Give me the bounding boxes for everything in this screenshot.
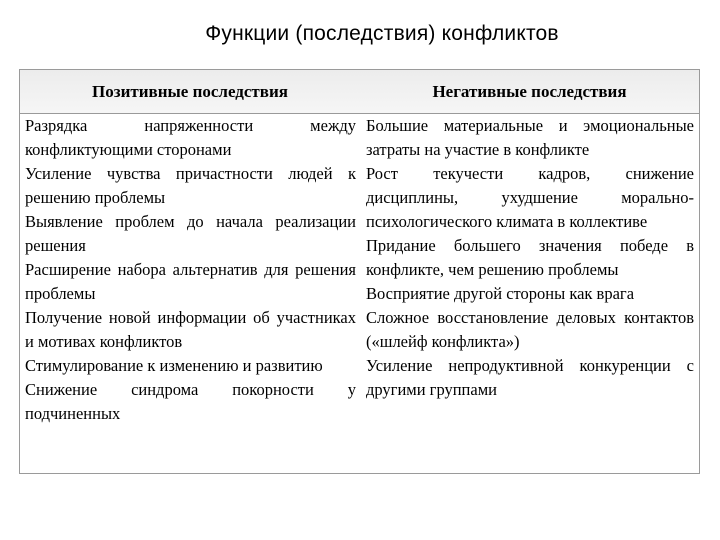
list-item: Усиление непродуктивной конкуренции с другими группами bbox=[366, 356, 694, 399]
table-header-row bbox=[20, 70, 699, 114]
list-item: Выявление проблем до начала реализации решения bbox=[25, 212, 356, 255]
consequences-table bbox=[19, 69, 700, 474]
list-item: Рост текучести кадров, снижение дисциплины, ухудшение морально-психологического климата в коллективе bbox=[366, 164, 694, 231]
list-item: Стимулирование к изменению и развитию bbox=[25, 356, 323, 375]
page-title: Функции (последствия) конфликтов bbox=[205, 22, 559, 45]
list-item: Получение новой информации об участниках и мотивах конфликтов bbox=[25, 308, 356, 351]
list-item: Снижение синдрома покорности у подчиненных bbox=[25, 380, 356, 423]
list-item: Разрядка напряженности между конфликтующими сторонами bbox=[25, 116, 356, 159]
list-item: Сложное восстановление деловых контактов («шлейф конфликта») bbox=[366, 308, 694, 351]
negative-list bbox=[366, 114, 694, 402]
list-item: Восприятие другой стороны как врага bbox=[366, 284, 635, 303]
list-item: Большие материальные и эмоциональные затраты на участие в конфликте bbox=[366, 116, 694, 159]
list-item: Придание большего значения победе в конфликте, чем решению проблемы bbox=[366, 236, 694, 279]
header-negative: Негативные последствия bbox=[432, 82, 627, 101]
list-item: Усиление чувства причастности людей к решению проблемы bbox=[25, 164, 356, 207]
list-item: Расширение набора альтернатив для решения проблемы bbox=[25, 260, 356, 303]
positive-list bbox=[25, 114, 356, 426]
header-positive: Позитивные последствия bbox=[92, 82, 288, 101]
